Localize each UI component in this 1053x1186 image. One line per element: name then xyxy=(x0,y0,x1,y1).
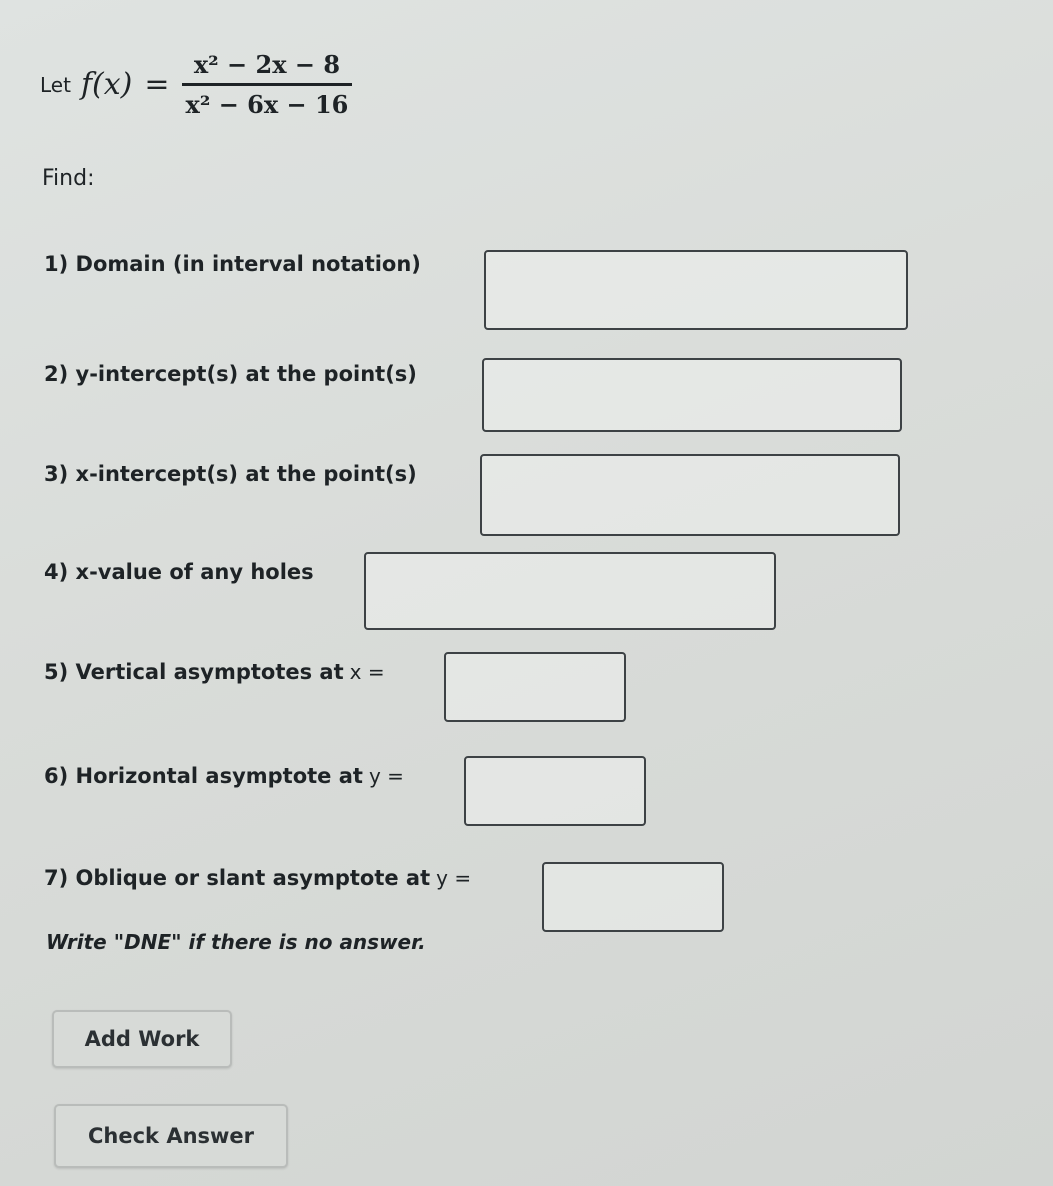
question-y-intercept xyxy=(44,362,417,386)
numerator: x² − 2x − 8 xyxy=(193,50,341,79)
dne-instruction: Write "DNE" if there is no answer. xyxy=(46,930,426,954)
domain-answer-input[interactable] xyxy=(484,250,908,330)
question-oblique-asymptote xyxy=(44,866,471,890)
y-equals-prefix: y = xyxy=(368,764,404,788)
find-label: Find: xyxy=(42,166,95,191)
question-label: 2) y-intercept(s) at the point(s) xyxy=(44,362,417,386)
question-vertical-asymptotes xyxy=(44,660,385,684)
vertical-asymptotes-answer-input[interactable] xyxy=(444,652,626,722)
fraction xyxy=(182,50,353,119)
question-label: 5) Vertical asymptotes at xyxy=(44,660,344,684)
question-label: 1) Domain (in interval notation) xyxy=(44,252,421,276)
holes-answer-input[interactable] xyxy=(364,552,776,630)
function-name: f(x) xyxy=(80,67,133,102)
question-x-intercept xyxy=(44,462,417,486)
question-label: 7) Oblique or slant asymptote at xyxy=(44,866,431,890)
question-label: 4) x-value of any holes xyxy=(44,560,314,584)
check-answer-button[interactable]: Check Answer xyxy=(54,1104,288,1168)
function-definition xyxy=(40,50,352,119)
let-label: Let xyxy=(40,72,71,97)
denominator: x² − 6x − 16 xyxy=(185,90,349,119)
x-intercept-answer-input[interactable] xyxy=(480,454,900,536)
question-label: 3) x-intercept(s) at the point(s) xyxy=(44,462,417,486)
x-equals-prefix: x = xyxy=(349,660,385,684)
add-work-button[interactable]: Add Work xyxy=(52,1010,232,1068)
y-equals-prefix: y = xyxy=(436,866,472,890)
oblique-asymptote-answer-input[interactable] xyxy=(542,862,724,932)
question-domain xyxy=(44,252,421,276)
question-holes xyxy=(44,560,314,584)
horizontal-asymptote-answer-input[interactable] xyxy=(464,756,646,826)
equals-sign: = xyxy=(144,67,170,102)
y-intercept-answer-input[interactable] xyxy=(482,358,902,432)
question-label: 6) Horizontal asymptote at xyxy=(44,764,363,788)
question-horizontal-asymptote xyxy=(44,764,404,788)
